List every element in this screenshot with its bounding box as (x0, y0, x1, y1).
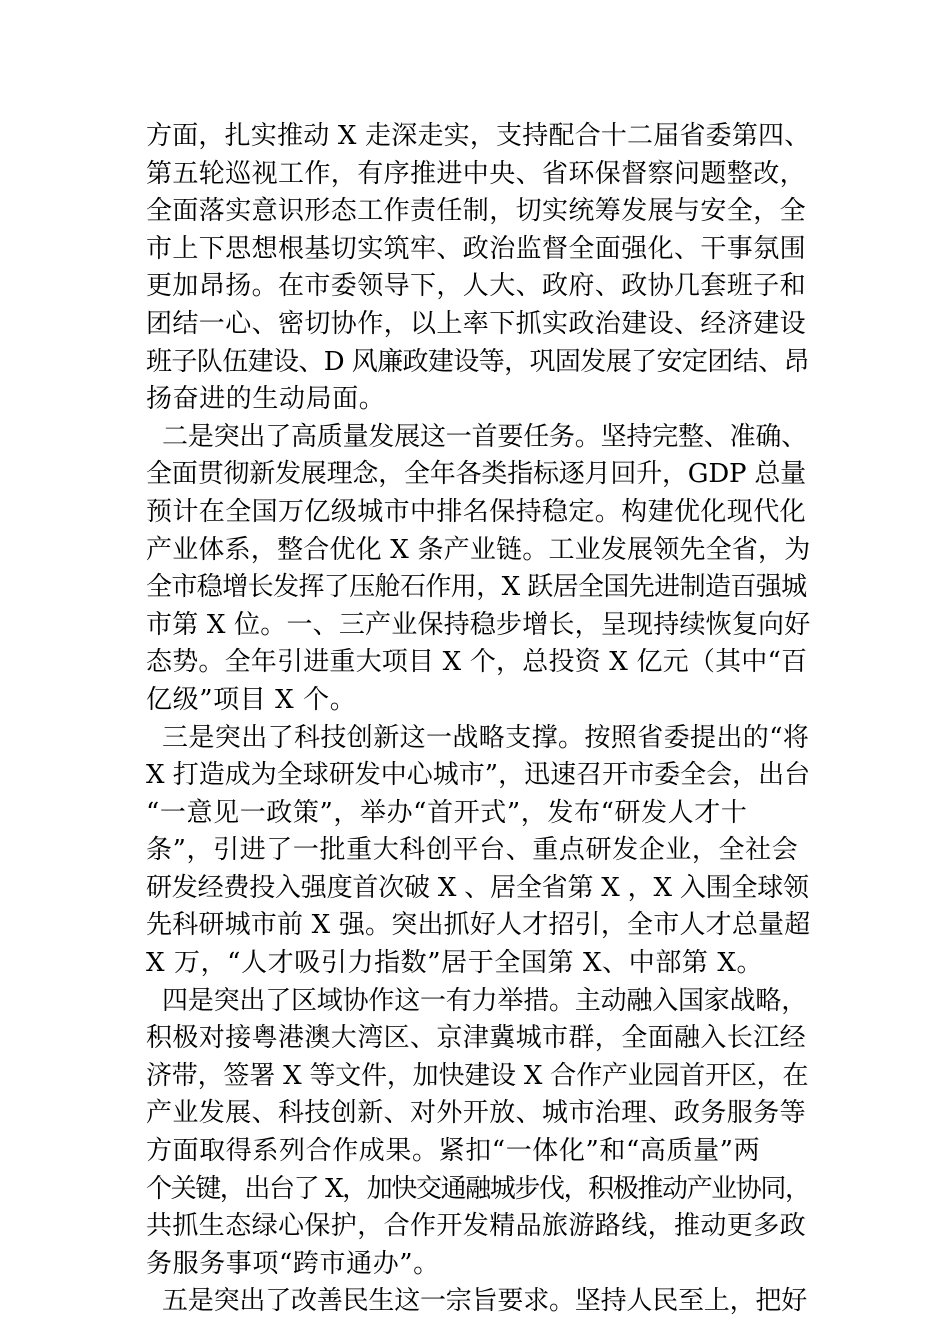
text-line: 积极对接粤港澳大湾区、京津冀城市群，全面融入长江经 (146, 1023, 807, 1054)
text-line: 团结一心、密切协作，以上率下抓实政治建设、经济建设 (146, 308, 807, 339)
text-line: 先科研城市前 X 强。突出抓好人才招引，全市人才总量超 (146, 910, 810, 941)
text-line: 全面贯彻新发展理念，全年各类指标逐月回升，GDP 总量 (146, 459, 806, 490)
text-line: 产业发展、科技创新、对外开放、城市治理、政务服务等 (146, 1098, 807, 1129)
text-line: 第五轮巡视工作，有序推进中央、省环保督察问题整改， (146, 158, 807, 189)
text-line: 班子队伍建设、D 风廉政建设等，巩固发展了安定团结、昂 (146, 346, 809, 377)
text-line: 更加昂扬。在市委领导下，人大、政府、政协几套班子和 (146, 271, 807, 302)
text-line: X 万，“人才吸引力指数”居于全国第 X、中部第 X。 (146, 948, 764, 979)
text-line: 方面取得系列合作成果。紧扣“一体化”和“高质量”两 (146, 1136, 761, 1167)
text-line: “一意见一政策”，举办“首开式”，发布“研发人才十 (146, 797, 748, 828)
text-line: 态势。全年引进重大项目 X 个，总投资 X 亿元（其中“百 (146, 647, 808, 678)
text-line: 共抓生态绿心保护，合作开发精品旅游路线，推动更多政 (146, 1211, 807, 1242)
text-line: 全面落实意识形态工作责任制，切实统筹发展与安全，全 (146, 196, 807, 227)
text-line: 扬奋进的生动局面。 (146, 384, 386, 415)
text-line: 预计在全国万亿级城市中排名保持稳定。构建优化现代化 (146, 496, 807, 527)
paragraph-first-line: 二是突出了高质量发展这一首要任务。坚持完整、准确、 (162, 421, 808, 452)
text-line: 方面，扎实推动 X 走深走实，支持配合十二届省委第四、 (146, 121, 810, 151)
paragraph-first-line: 五是突出了改善民生这一宗旨要求。坚持人民至上，把好 (162, 1286, 808, 1317)
text-line: 市第 X 位。一、三产业保持稳步增长，呈现持续恢复向好 (146, 609, 810, 640)
text-line: 济带，签署 X 等文件，加快建设 X 合作产业园首开区，在 (146, 1060, 809, 1091)
text-line: X 打造成为全球研发中心城市”，迅速召开市委全会，出台 (146, 760, 810, 791)
paragraph-first-line: 三是突出了科技创新这一战略支撑。按照省委提出的“将 (162, 722, 810, 753)
document-body (146, 118, 810, 1321)
paragraph-first-line: 四是突出了区域协作这一有力举措。主动融入国家战略， (162, 985, 808, 1016)
text-line: 务服务事项“跨市通办”。 (146, 1248, 440, 1279)
text-line: 市上下思想根基切实筑牢、政治监督全面强化、干事氛围 (146, 233, 807, 264)
text-line: 条”，引进了一批重大科创平台、重点研发企业，全社会 (146, 835, 799, 866)
text-line: 全市稳增长发挥了压舱石作用，X 跃居全国先进制造百强城 (146, 572, 807, 603)
text-line: 研发经费投入强度首次破 X 、居全省第 X ，X 入围全球领 (146, 872, 809, 903)
text-line: 个关键，出台了 X，加快交通融城步伐，积极推动产业协同， (146, 1173, 810, 1204)
text-line: 亿级”项目 X 个。 (146, 684, 357, 715)
text-line: 产业体系，整合优化 X 条产业链。工业发展领先全省，为 (146, 534, 810, 565)
